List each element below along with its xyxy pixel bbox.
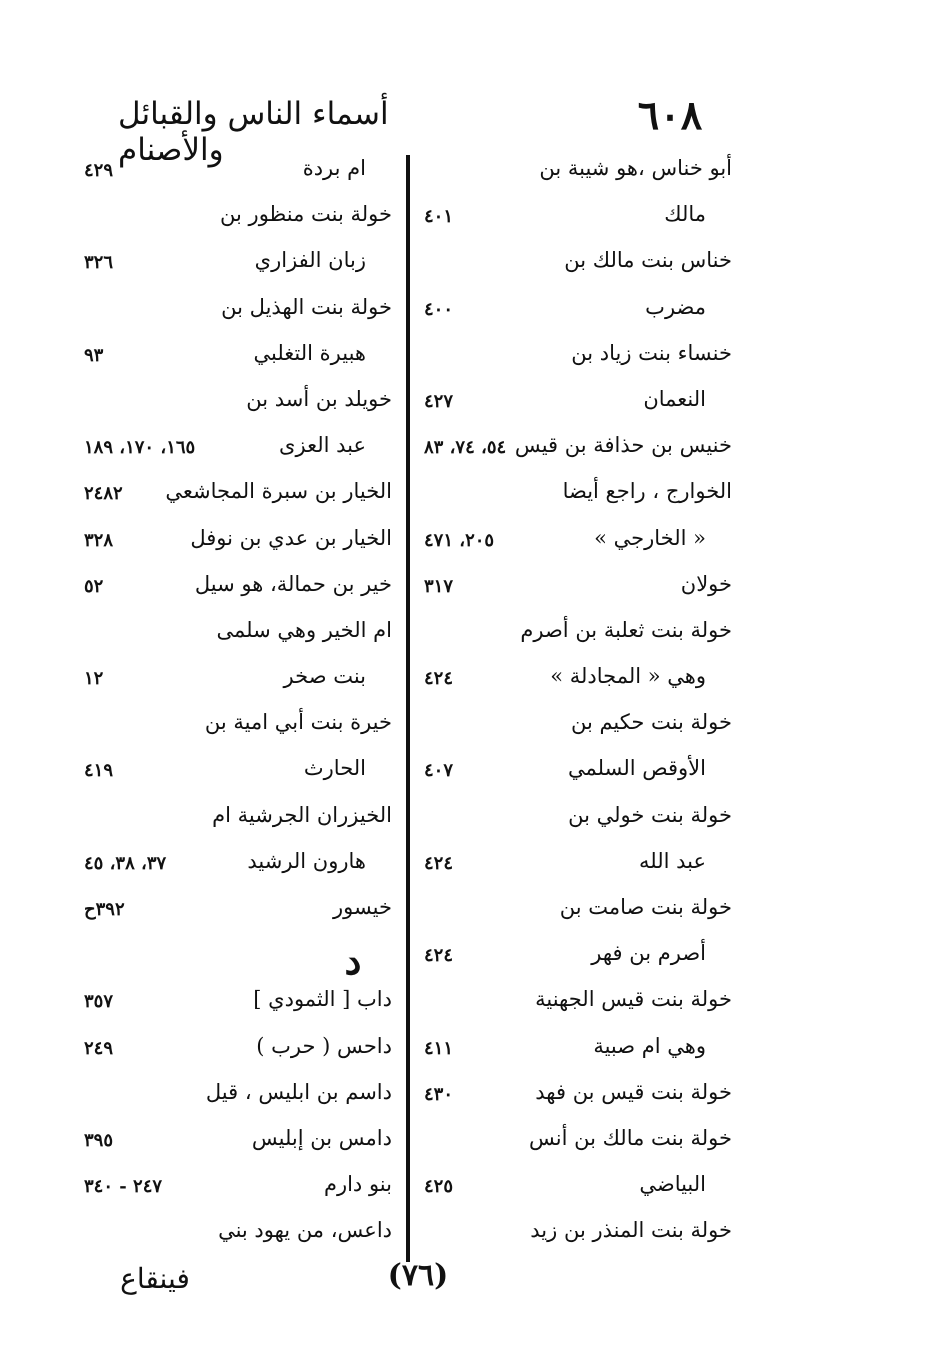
index-entry bbox=[420, 242, 740, 288]
entry-name: خولة بنت المنذر بن زيد bbox=[530, 1218, 732, 1243]
entry-name: داب [ الثمودي ] bbox=[253, 987, 392, 1012]
index-entry bbox=[78, 473, 400, 519]
entry-name: مالك bbox=[664, 202, 706, 227]
entry-name: وهي « المجادلة » bbox=[550, 664, 706, 689]
entry-name: بنت صخر bbox=[283, 664, 366, 689]
entry-pages: ٢٤٨٢ bbox=[84, 483, 123, 505]
index-entry bbox=[78, 981, 400, 1027]
entry-name: خير بن حمالة، هو سيل bbox=[194, 571, 392, 596]
index-entry bbox=[78, 1074, 400, 1120]
index-entry bbox=[78, 196, 400, 242]
entry-pages: ٤١٩ bbox=[84, 760, 114, 782]
index-entry bbox=[420, 843, 740, 889]
entry-name: عبد العزى bbox=[279, 433, 366, 458]
entry-pages: ٤٢٥ bbox=[424, 1176, 454, 1198]
index-entry bbox=[420, 704, 740, 750]
entry-name: خولة بنت صامت بن bbox=[559, 895, 732, 919]
entry-name: « الخارجي » bbox=[594, 525, 706, 550]
index-entry bbox=[78, 566, 400, 612]
entry-name: خولة بنت مالك بن أنس bbox=[528, 1125, 732, 1150]
entry-pages: ٢٤٩ bbox=[84, 1037, 114, 1059]
index-entry bbox=[420, 1212, 740, 1258]
index-entry bbox=[78, 150, 400, 196]
entry-pages: ٤٢٤ bbox=[424, 852, 454, 874]
entry-name: خولة بنت الهذيل بن bbox=[221, 294, 392, 319]
entry-pages: ٣٥٧ bbox=[84, 991, 114, 1013]
index-entry bbox=[78, 381, 400, 427]
entry-name: الحارث bbox=[303, 756, 366, 781]
index-entry bbox=[420, 289, 740, 335]
index-entry bbox=[420, 196, 740, 242]
entry-pages: ٣٢٦ bbox=[84, 252, 114, 274]
index-entry bbox=[420, 566, 740, 612]
index-entry bbox=[420, 935, 740, 981]
entry-name: وهي ام صبية bbox=[593, 1033, 706, 1058]
entry-name: أصرم بن فهر bbox=[591, 941, 706, 966]
index-entry bbox=[78, 427, 400, 473]
index-entry bbox=[78, 658, 400, 704]
index-entry bbox=[420, 750, 740, 796]
entry-name: هارون الرشيد bbox=[247, 848, 366, 873]
entry-name: هبيرة التغلبي bbox=[253, 340, 366, 365]
index-entry bbox=[78, 335, 400, 381]
entry-name: الخوارج ، راجع أيضا bbox=[562, 479, 732, 504]
entry-pages: ٤٣٠ bbox=[424, 1083, 454, 1105]
index-entry bbox=[78, 242, 400, 288]
entry-name: خولة بنت حكيم بن bbox=[570, 710, 732, 735]
index-entry bbox=[420, 381, 740, 427]
index-entry bbox=[78, 1028, 400, 1074]
entry-name: خيسور bbox=[332, 895, 392, 919]
entry-pages: ٣٩٥ bbox=[84, 1129, 114, 1151]
index-entry bbox=[420, 658, 740, 704]
index-entry bbox=[420, 889, 740, 935]
index-entry bbox=[420, 1166, 740, 1212]
index-entry bbox=[420, 797, 740, 843]
column-divider bbox=[406, 155, 410, 1262]
running-title: أسماء الناس والقبائل والأصنام bbox=[118, 96, 389, 168]
index-entry bbox=[78, 1120, 400, 1166]
entry-pages: ٣٢٨ bbox=[84, 529, 114, 551]
entry-name: بنو دارم bbox=[323, 1172, 392, 1197]
entry-name: دامس بن إبليس bbox=[251, 1125, 392, 1150]
index-entry bbox=[78, 520, 400, 566]
entry-name: خولة بنت منظور بن bbox=[220, 202, 392, 227]
plate-number: (٧٦) bbox=[387, 1258, 449, 1293]
index-entry bbox=[420, 1120, 740, 1166]
entry-pages: ٥٢ bbox=[84, 575, 104, 597]
index-entry bbox=[78, 889, 400, 935]
entry-name: خولة بنت خولي بن bbox=[568, 802, 732, 827]
entry-name: النعمان bbox=[643, 386, 706, 411]
index-entry bbox=[78, 704, 400, 750]
entry-name: داحس ( حرب ) bbox=[256, 1033, 392, 1058]
entry-pages: ٤٢٤ bbox=[424, 945, 454, 967]
entry-pages: ٤٠١ bbox=[424, 206, 454, 228]
index-entry bbox=[78, 1212, 400, 1258]
entry-pages: ١٢ bbox=[84, 668, 104, 690]
entry-pages: ٢٤٧ - ٣٤٠ bbox=[84, 1176, 163, 1198]
entry-name: خنيس بن حذافة بن قيس bbox=[514, 433, 732, 458]
entry-name: ام الخير وهي سلمى bbox=[216, 617, 392, 642]
index-entry bbox=[78, 1166, 400, 1212]
index-entry bbox=[78, 843, 400, 889]
entry-pages: ٢٠٥، ٤٧١ bbox=[424, 529, 495, 551]
entry-name: عبد الله bbox=[638, 848, 706, 873]
index-entry bbox=[420, 473, 740, 519]
entry-pages: ٤٢٧ bbox=[424, 390, 454, 412]
entry-pages: ٣٧، ٣٨، ٤٥ bbox=[84, 852, 167, 874]
index-entry bbox=[420, 612, 740, 658]
entry-pages: ٤٢٤ bbox=[424, 668, 454, 690]
index-entry bbox=[420, 981, 740, 1027]
entry-name: البياضي bbox=[639, 1172, 706, 1197]
entry-pages: ٤٠٠ bbox=[424, 298, 454, 320]
index-entry bbox=[78, 750, 400, 796]
entry-pages: ٤١١ bbox=[424, 1037, 454, 1059]
entry-pages: ٩٣ bbox=[84, 344, 104, 366]
index-column-left bbox=[78, 150, 400, 1259]
index-entry bbox=[420, 427, 740, 473]
entry-pages: ٤٢٩ bbox=[84, 160, 114, 181]
entry-name: الخيار بن سبرة المجاشعي bbox=[165, 479, 392, 504]
index-entry bbox=[420, 1074, 740, 1120]
page-number: ٦٠٨ bbox=[637, 92, 703, 139]
index-entry bbox=[420, 1028, 740, 1074]
index-entry bbox=[78, 797, 400, 843]
entry-name: خيرة بنت أبي امية بن bbox=[204, 710, 392, 735]
entry-pages: ٣١٧ bbox=[424, 575, 454, 597]
catchword: فينقاع bbox=[120, 1262, 190, 1295]
entry-name: مضرب bbox=[645, 294, 706, 319]
entry-name: خولة بنت قيس الجهنية bbox=[535, 987, 732, 1012]
entry-name: خنساء بنت زياد بن bbox=[571, 340, 732, 365]
entry-name: الخيزران الجرشية ام bbox=[212, 802, 392, 827]
index-entry bbox=[420, 520, 740, 566]
entry-name: خولة بنت قيس بن فهد bbox=[535, 1079, 732, 1104]
section-letter-heading: د bbox=[344, 938, 362, 983]
entry-pages: ٥٤، ٧٤، ٨٣ bbox=[424, 437, 507, 459]
entry-name: خناس بنت مالك بن bbox=[564, 248, 732, 273]
entry-pages: ٤٠٧ bbox=[424, 760, 454, 782]
entry-name: ام بردة bbox=[302, 156, 366, 180]
entry-name: داعس، من يهود بني bbox=[218, 1218, 392, 1243]
entry-name: خولة بنت ثعلبة بن أصرم bbox=[520, 617, 732, 642]
entry-name: الخيار بن عدي بن نوفل bbox=[190, 525, 392, 550]
entry-pages: ١٦٥، ١٧٠، ١٨٩ bbox=[84, 437, 196, 459]
entry-name: خولان bbox=[680, 571, 732, 596]
entry-name: زبان الفزاري bbox=[254, 248, 366, 273]
entry-name: داسم بن ابليس ، قيل bbox=[205, 1079, 392, 1104]
entry-pages: ٣٩٢ح bbox=[84, 899, 125, 920]
index-column-right bbox=[420, 150, 740, 1259]
index-entry bbox=[420, 335, 740, 381]
index-entry bbox=[78, 289, 400, 335]
entry-name: الأوقص السلمي bbox=[568, 756, 706, 781]
entry-name: أبو خناس ،هو شيبة بن bbox=[539, 156, 732, 180]
entry-name: خويلد بن أسد بن bbox=[246, 386, 392, 411]
index-entry bbox=[78, 612, 400, 658]
index-entry bbox=[420, 150, 740, 196]
